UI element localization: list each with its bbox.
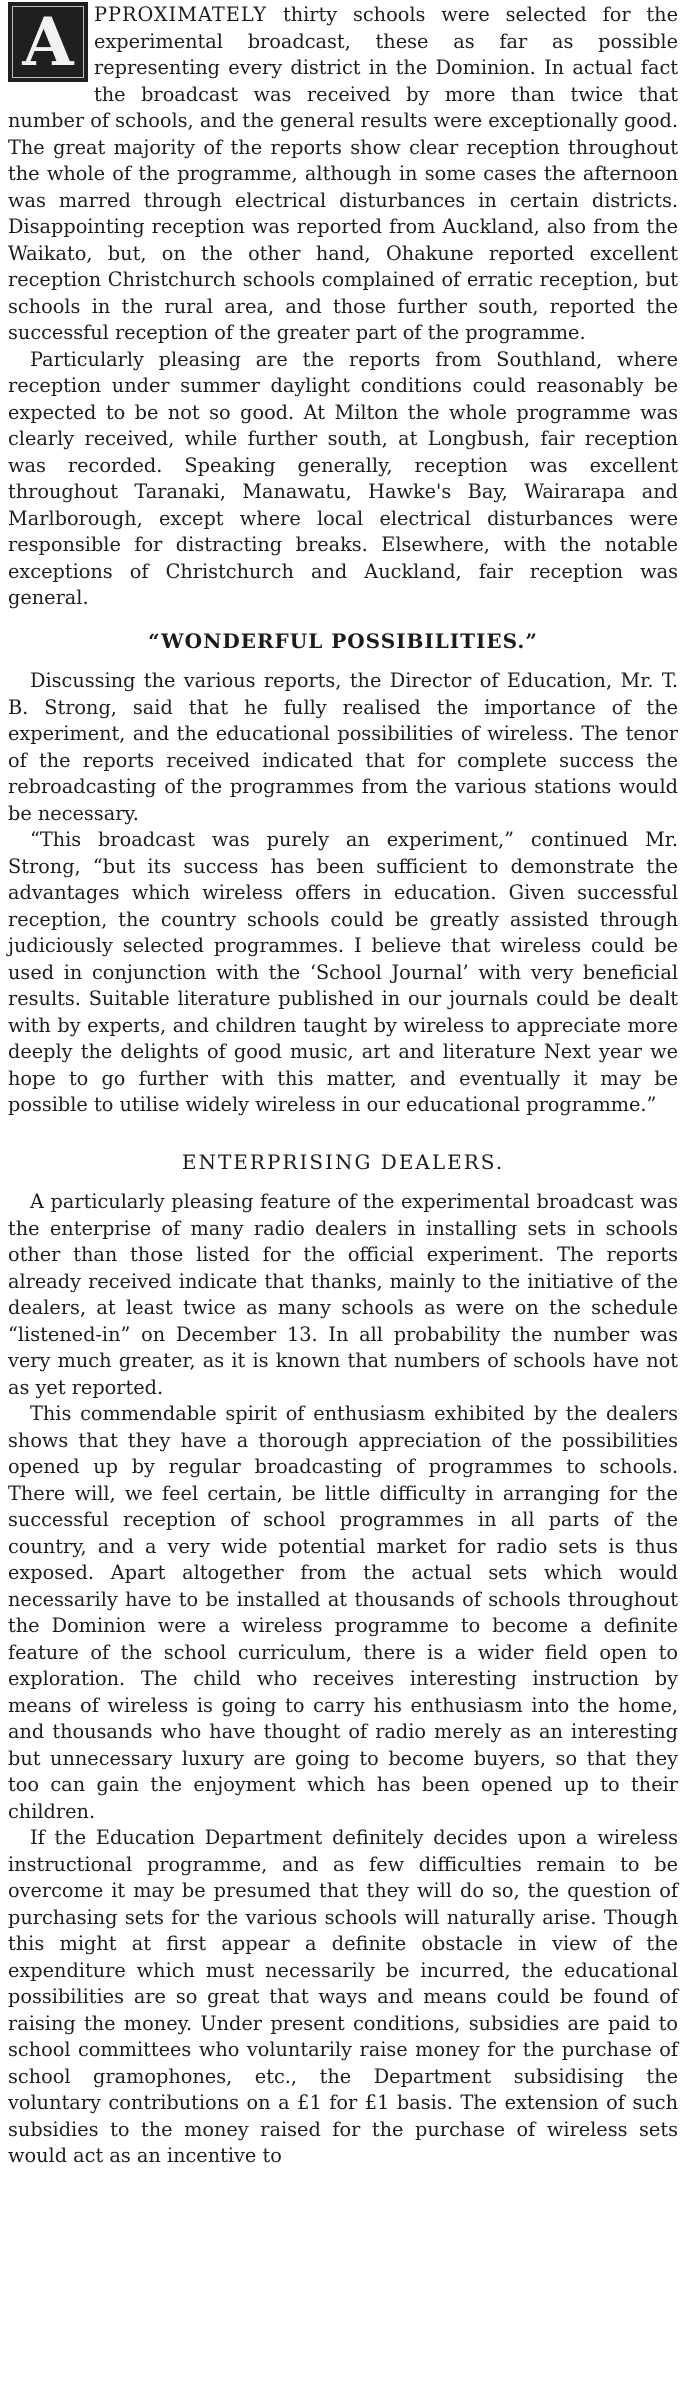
paragraph-enthusiasm: This commendable spirit of enthusiasm exhibited by the dealers shows that they have a thorough appreciation of the possibilities opened up by regular broadcasting of programmes to schools. There will, we feel certain, be little difficulty in arranging for the successful reception of school programmes in all parts of the country, and a very wide potential market for radio sets is thus exposed. Apart altogether from the actual sets which would necessarily have to be installed at thousands of schools throughout the Dominion were a wireless programme to become a definite feature of the school curriculum, there is a wider field open to exploration. The child who receives interesting instruction by means of wireless is going to carry his enthusiasm into the home, and thousands who have thought of radio merely as an interesting but unnecessary luxury are going to become buyers, so that they too can gain the enjoyment which has been opened up to their children.: [8, 1402, 678, 1823]
paragraph-department: If the Education Department definitely decides upon a wireless instructional programme, and as few difficulties remain to be overcome it may be presumed that they will do so, the question of purchasing sets for the various schools will naturally arise. Though this might at first appear a definite obstacle in view of the expenditure which must necessarily be incurred, the educational possibilities are so great that ways and means could be found of raising the money. Under present conditions, subsidies are paid to school committees who voluntarily raise money for the purchase of school gramophones, etc., the Department subsidising the voluntary contributions on a £1 for £1 basis. The extension of such subsidies to the money raised for the purchase of wireless sets would act as an incentive to: [8, 1826, 678, 2167]
decorative-initial: [8, 2, 88, 82]
section-heading-possibilities: “WONDERFUL POSSIBILITIES.”: [148, 628, 538, 653]
paragraph-dealers: A particularly pleasing feature of the experimental broadcast was the enterprise of many radio dealers in installing sets in schools other than those listed for the official experiment. The reports already received indicate that thanks, mainly to the initiative of the dealers, at least twice as many schools as were on the schedule “listened-in” on December 13. In all probability the number was very much greater, as it is known that numbers of schools have not as yet reported.: [8, 1190, 678, 1399]
paragraph-quote: “This broadcast was purely an experiment,” continued Mr. Strong, “but its success has been sufficient to demonstrate the advantages which wireless offers in education. Given successful reception, the country schools could be greatly assisted through judiciously selected programmes. I believe that wireless could be used in conjunction with the ‘School Journal’ with very beneficial results. Suitable literature published in our journals could be dealt with by experts, and children taught by wireless to appreciate more deeply the delights of good music, art and literature Next year we hope to go further with this matter, and eventually it may be possible to utilise widely wireless in our educational programme.”: [8, 828, 678, 1116]
paragraph-director: Discussing the various reports, the Director of Education, Mr. T. B. Strong, said that he fully realised the importance of the experiment, and the educational possibilities of wireless. The tenor of the reports received indicated that for complete success the rebroadcasting of the programmes from the various stations would be necessary.: [8, 669, 678, 825]
lead-word: PPROXIMATELY: [94, 3, 268, 26]
initial-letter: A: [22, 3, 74, 81]
section-heading-dealers: ENTERPRISING DEALERS.: [181, 1149, 505, 1174]
paragraph-intro: [8, 2, 678, 347]
paragraph-southland: Particularly pleasing are the reports from Southland, where reception under summer daylight conditions could reasonably be expected to be not so good. At Milton the whole programme was clearly received, while further south, at Longbush, fair reception was recorded. Speaking generally, reception was excellent throughout Taranaki, Manawatu, Hawke's Bay, Wairarapa and Marlborough, except where local electrical disturbances were responsible for distracting breaks. Elsewhere, with the notable exceptions of Christchurch and Auckland, fair reception was general.: [8, 347, 678, 609]
intro-text: thirty schools were selected for the experimental broadcast, these as far as possible representing every district in the Dominion. In actual fact the broadcast was received by more than twice that number of schools, and the general results were exceptionally good. The great majority of the reports show clear reception throughout the whole of the programme, although in some cases the afternoon was marred through electrical disturbances in certain districts. Disappointing reception was reported from Auckland, also from the Waikato, but, on the other hand, Ohakune reported excellent reception Christchurch schools complained of erratic reception, but schools in the rural area, and those further south, reported the successful reception of the greater part of the programme.: [8, 3, 678, 344]
